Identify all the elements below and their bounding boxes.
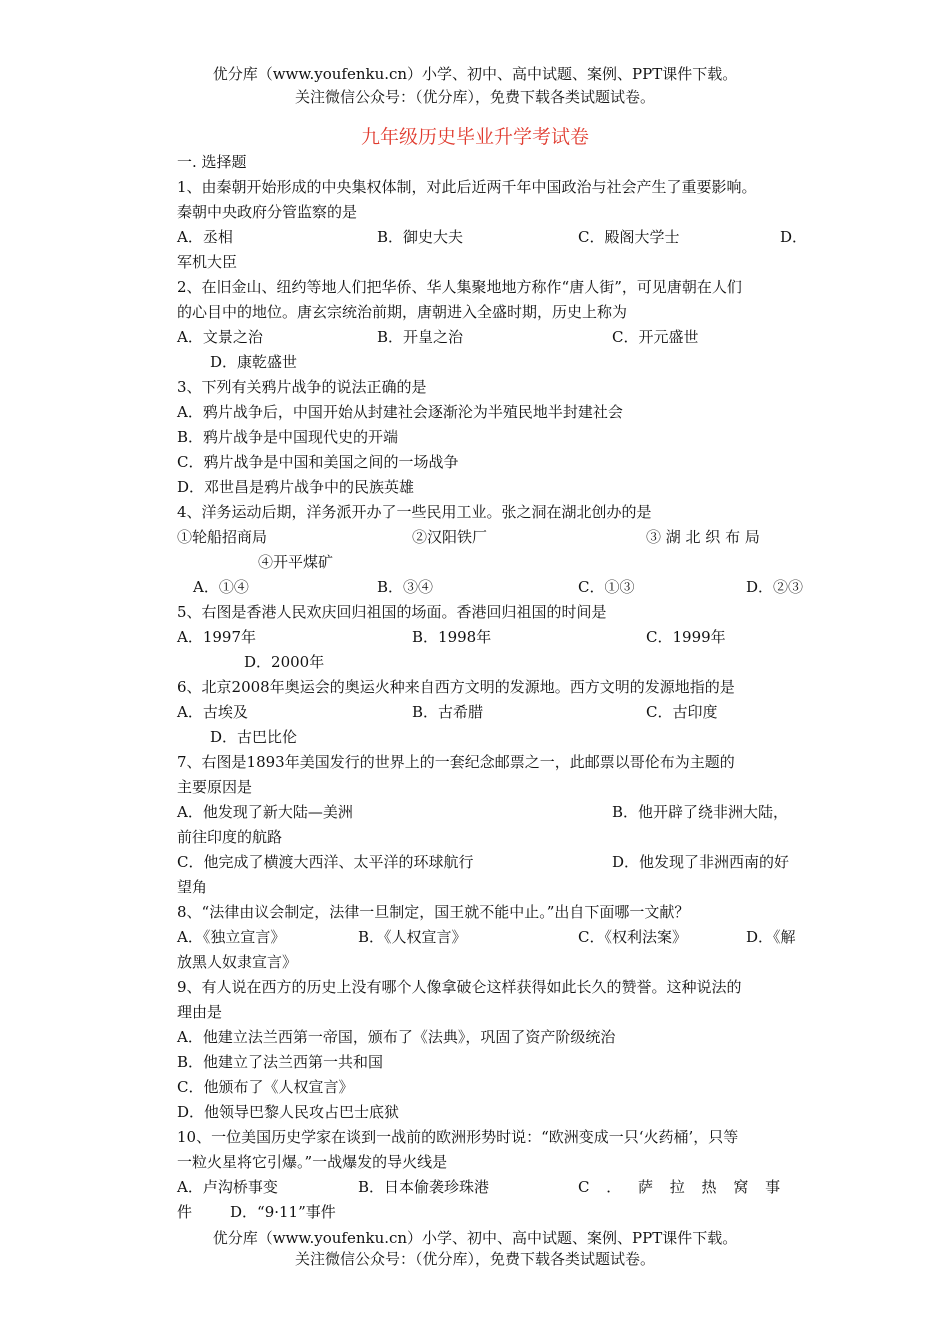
question-9-text-cont: 理由是 [177, 1003, 223, 1021]
question-9-text: 9、有人说在西方的历史上没有哪个人像拿破仑这样获得如此长久的赞誉。这种说法的 [177, 978, 742, 996]
question-3-option-a: A．鸦片战争后，中国开始从封建社会逐渐沦为半殖民地半封建社会 [177, 403, 623, 421]
question-5-text: 5、右图是香港人民欢庆回归祖国的场面。香港回归祖国的时间是 [177, 603, 607, 621]
question-4-option-b: B．③④ [377, 578, 434, 596]
question-6-option-b: B．古希腊 [412, 703, 484, 721]
question-4-option-c: C．①③ [578, 578, 635, 596]
question-1-option-b: B．御史大夫 [377, 228, 464, 246]
question-4-item-2: ②汉阳铁厂 [412, 528, 488, 546]
question-6-option-c: C．古印度 [646, 703, 718, 721]
question-6-option-a: A．古埃及 [177, 703, 248, 721]
footer-line-2: 关注微信公众号：（优分库），免费下载各类试题试卷。 [294, 1250, 655, 1268]
question-2-option-c: C．开元盛世 [612, 328, 699, 346]
question-8-option-d: D．《解 [746, 928, 796, 946]
question-9-option-c: C．他颁布了《人权宣言》 [177, 1078, 354, 1096]
question-5-option-b: B．1998年 [412, 628, 492, 646]
question-10-text: 10、一位美国历史学家在谈到一战前的欧洲形势时说：“欧洲变成一只‘火药桶’，只等 [177, 1128, 739, 1146]
question-10-option-a: A．卢沟桥事变 [177, 1178, 278, 1196]
question-10-option-c: C ． 萨 拉 热 窝 事 [578, 1178, 781, 1196]
question-10-option-d: D．“9·11”事件 [230, 1203, 336, 1221]
question-7-text-cont: 主要原因是 [177, 778, 253, 796]
question-3-option-b: B．鸦片战争是中国现代史的开端 [177, 428, 399, 446]
question-3-option-d: D．邓世昌是鸦片战争中的民族英雄 [177, 478, 415, 496]
question-7-option-a: A．他发现了新大陆—美洲 [177, 803, 353, 821]
question-1-option-d-cont: 军机大臣 [177, 253, 238, 271]
question-4-text: 4、洋务运动后期，洋务派开办了一些民用工业。张之洞在湖北创办的是 [177, 503, 652, 521]
question-8-option-d-cont: 放黑人奴隶宣言》 [177, 953, 298, 971]
question-8-option-c: C．《权利法案》 [578, 928, 687, 946]
question-5-option-a: A．1997年 [177, 628, 257, 646]
question-7-option-b-cont: 前往印度的航路 [177, 828, 283, 846]
question-1-option-c: C．殿阁大学士 [578, 228, 680, 246]
section-heading: 一. 选择题 [177, 153, 247, 171]
page-title: 九年级历史毕业升学考试卷 [360, 126, 589, 148]
question-4-item-4: ④开平煤矿 [258, 553, 334, 571]
question-6-text: 6、北京2008年奥运会的奥运火种来自西方文明的发源地。西方文明的发源地指的是 [177, 678, 735, 696]
header-line-1: 优分库（www.youfenku.cn）小学、初中、高中试题、案例、PPT课件下载。 [212, 65, 738, 83]
question-5-option-c: C．1999年 [646, 628, 726, 646]
question-4-item-1: ①轮船招商局 [177, 528, 268, 546]
question-4-option-a: A．①④ [193, 578, 249, 596]
question-10-text-cont: 一粒火星将它引爆。”一战爆发的导火线是 [177, 1153, 448, 1171]
question-4-item-3: ③ 湖 北 织 布 局 [646, 528, 760, 546]
question-9-option-d: D．他领导巴黎人民攻占巴士底狱 [177, 1103, 400, 1121]
question-4-option-d: D．②③ [746, 578, 804, 596]
question-9-option-b: B．他建立了法兰西第一共和国 [177, 1053, 384, 1071]
question-1-option-d: D． [780, 228, 808, 246]
question-7-text: 7、右图是1893年美国发行的世界上的一套纪念邮票之一，此邮票以哥伦布为主题的 [177, 753, 735, 771]
question-2-option-d: D．康乾盛世 [210, 353, 298, 371]
question-6-option-d: D．古巴比伦 [210, 728, 298, 746]
question-7-option-d-cont: 望角 [177, 878, 208, 896]
question-2-option-b: B．开皇之治 [377, 328, 464, 346]
question-9-option-a: A．他建立法兰西第一帝国，颁布了《法典》，巩固了资产阶级统治 [177, 1028, 616, 1046]
question-7-option-c: C．他完成了横渡大西洋、太平洋的环球航行 [177, 853, 474, 871]
question-1-option-a: A．丞相 [177, 228, 233, 246]
question-8-option-b: B．《人权宣言》 [358, 928, 467, 946]
footer-line-1: 优分库（www.youfenku.cn）小学、初中、高中试题、案例、PPT课件下载。 [212, 1229, 738, 1247]
question-1-text-cont: 秦朝中央政府分管监察的是 [177, 203, 358, 221]
question-7-option-d: D．他发现了非洲西南的好 [612, 853, 790, 871]
question-10-option-b: B．日本偷袭珍珠港 [358, 1178, 490, 1196]
question-8-text: 8、“法律由议会制定，法律一旦制定，国王就不能中止。”出自下面哪一文献？ [177, 903, 690, 921]
header-line-2: 关注微信公众号：（优分库），免费下载各类试题试卷。 [294, 88, 655, 106]
question-3-text: 3、下列有关鸦片战争的说法正确的是 [177, 378, 427, 396]
question-8-option-a: A．《独立宣言》 [177, 928, 286, 946]
question-2-option-a: A．文景之治 [177, 328, 263, 346]
question-3-option-c: C．鸦片战争是中国和美国之间的一场战争 [177, 453, 459, 471]
question-5-option-d: D．2000年 [244, 653, 325, 671]
question-7-option-b: B．他开辟了绕非洲大陆， [612, 803, 789, 821]
question-1-text: 1、由秦朝开始形成的中央集权体制，对此后近两千年中国政治与社会产生了重要影响。 [177, 178, 757, 196]
question-2-text: 2、在旧金山、纽约等地人们把华侨、华人集聚地地方称作“唐人街”，可见唐朝在人们 [177, 278, 742, 296]
question-10-option-c-cont: 件 [177, 1203, 193, 1221]
question-2-text-cont: 的心目中的地位。唐玄宗统治前期，唐朝进入全盛时期，历史上称为 [177, 303, 628, 321]
